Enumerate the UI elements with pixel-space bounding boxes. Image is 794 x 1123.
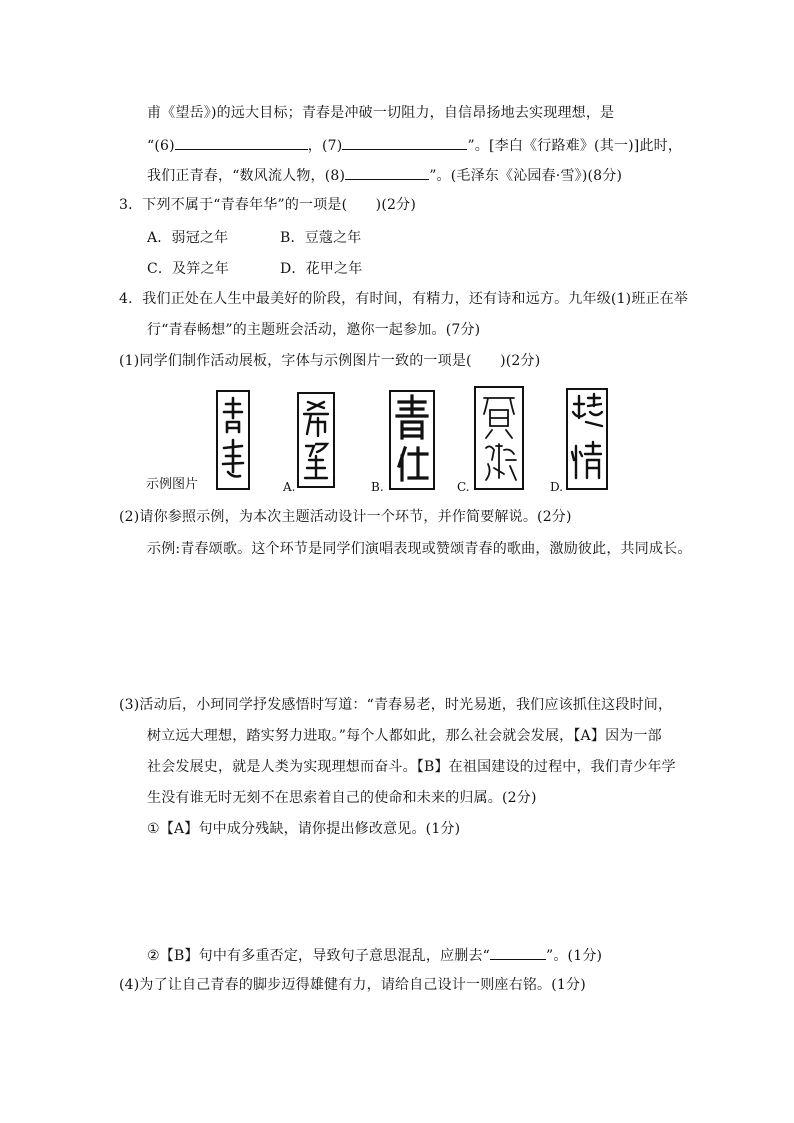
calligraphy-example-image	[216, 390, 250, 490]
q4-intro-1: 4．我们正处在人生中最美好的阶段，有时间，有精力，还有诗和远方。九年级(1)班正在举	[119, 291, 689, 307]
calligraphy-example-label: 示例图片	[146, 477, 199, 492]
q2-line-2	[147, 135, 682, 155]
q4-part3-line-3: 社会发展史，就是人类为实现理想而奋斗。【B】在祖国建设的过程中，我们青少年学	[147, 759, 676, 775]
option-b-label: B.	[371, 480, 384, 494]
q3-option-a[interactable]: A．弱冠之年	[147, 230, 229, 246]
q2-line-1: 甫《望岳》)的远大目标；青春是冲破一切阻力，自信昂扬地去实现理想，是	[147, 105, 615, 121]
q4-part3-sub-2	[147, 945, 602, 965]
q4-intro-2: 行“青春畅想”的主题班会活动，邀你一起参加。(7分)	[147, 322, 481, 338]
q4-part1-stem: (1)同学们制作活动展板，字体与示例图片一致的一项是( )(2分)	[119, 353, 541, 369]
q4-part2-stem: (2)请你参照示例，为本次主题活动设计一个环节，并作简要解说。(2分)	[119, 509, 572, 525]
q4-part4-stem: (4)为了让自己青春的脚步迈得雄健有力，请给自己设计一则座右铭。(1分)	[119, 977, 586, 993]
q4-part3-sub2-suffix: ”。(1分)	[546, 948, 603, 964]
blank-8[interactable]	[345, 165, 429, 180]
calligraphy-option-b-image[interactable]	[389, 390, 435, 490]
q4-part3-line-1: (3)活动后，小珂同学抒发感悟时写道：“青春易老，时光易逝，我们应该抓住这段时间，	[119, 697, 673, 713]
q2-line3-suffix: ”。(毛泽东《沁园春·雪》)(8分)	[429, 168, 623, 184]
calligraphy-option-c-image[interactable]	[474, 386, 524, 490]
blank-7[interactable]	[342, 135, 467, 150]
option-a-label: A.	[283, 480, 296, 494]
q3-option-b[interactable]: B．豆蔻之年	[280, 230, 362, 246]
q2-line2-prefix: “(6)	[147, 138, 175, 154]
q2-line3-prefix: 我们正青春，“数风流人物，(8)	[147, 168, 346, 184]
option-c-label: C.	[457, 480, 470, 494]
delete-word-blank[interactable]	[490, 945, 546, 960]
q4-part2-example: 示例:青春颂歌。这个环节是同学们演唱表现或赞颂青春的歌曲，激励彼此，共同成长。	[147, 541, 692, 557]
q4-part3-line-4: 生没有谁无时无刻不在思索着自己的使命和未来的归属。(2分)	[147, 790, 537, 806]
q4-part3-sub-1: ①【A】句中成分残缺，请你提出修改意见。(1分)	[147, 821, 461, 837]
q3-option-d[interactable]: D．花甲之年	[280, 261, 363, 277]
q2-line-3	[147, 165, 622, 185]
option-d-label: D.	[550, 480, 564, 494]
q2-line2-mid: ，(7)	[307, 138, 343, 154]
blank-6[interactable]	[175, 135, 308, 150]
calligraphy-option-d-image[interactable]	[566, 388, 608, 490]
q2-line2-suffix: ”。[李白《行路难》(其一)]此时，	[467, 138, 683, 154]
calligraphy-option-a-image[interactable]	[297, 392, 335, 488]
q3-option-c[interactable]: C．及笄之年	[147, 261, 229, 277]
q4-part3-line-2: 树立远大理想，踏实努力进取。”每个人都如此，那么社会就会发展，【A】因为一部	[147, 728, 662, 744]
q4-part3-sub2-prefix: ②【B】句中有多重否定，导致句子意思混乱，应删去“	[147, 948, 490, 964]
q3-stem: 3．下列不属于“青春年华”的一项是( )(2分)	[119, 197, 416, 213]
